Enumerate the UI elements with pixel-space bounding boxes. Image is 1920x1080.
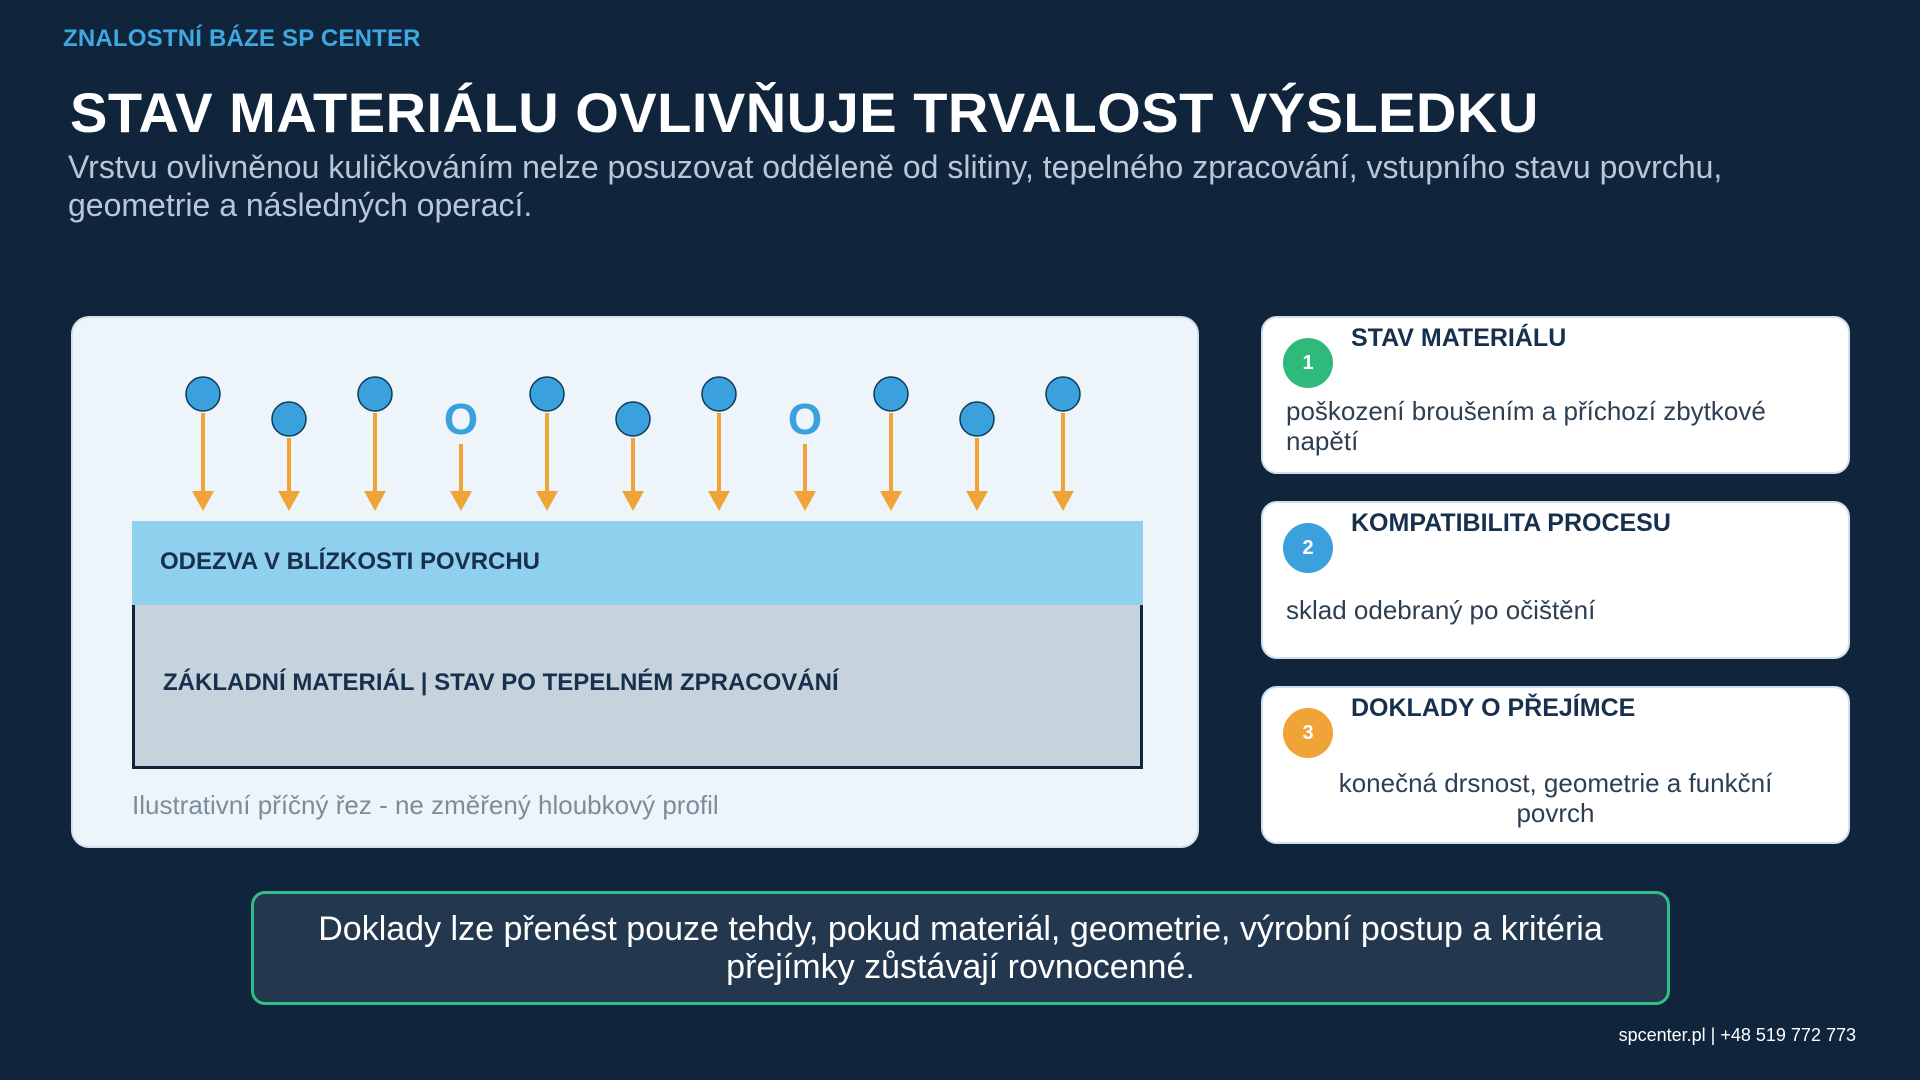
shot-marker-label: O [443,395,479,444]
shot-particle [358,377,392,411]
shot-particle [960,402,994,436]
shot-particle [272,402,306,436]
impact-arrow-head [966,491,988,511]
kicker-label: ZNALOSTNÍ BÁZE SP CENTER [63,25,421,52]
factor-card-process [1261,501,1850,659]
shot-particle [616,402,650,436]
shot-particle [702,377,736,411]
page-title: STAV MATERIÁLU OVLIVŇUJE TRVALOST VÝSLEDKU [70,81,1539,144]
surface-response-layer [132,521,1143,605]
callout-text: Doklady lze přenést pouze tehdy, pokud materiál, geometrie, výrobní postup a kritéria přejímky zůstávají rovnocenné. [318,910,1603,986]
factor-card-acceptance [1261,686,1850,844]
diagram-caption: Ilustrativní příčný řez - ne změřený hloubkový profil [132,790,719,820]
number-badge: 2 [1283,523,1333,573]
surface-layer-label: ODEZVA V BLÍZKOSTI POVRCHU [160,548,541,575]
impact-arrow-head [192,491,214,511]
impact-arrow-head [1052,491,1074,511]
impact-arrow-head [278,491,300,511]
number-badge: 1 [1283,338,1333,388]
impact-arrow-head [364,491,386,511]
card-title: DOKLADY O PŘEJÍMCE [1351,694,1636,722]
card-text: poškození broušením a příchozí zbytkové napětí [1286,396,1766,456]
shot-impact-graphic [73,318,1197,528]
impact-arrow-head [708,491,730,511]
page-subtitle: Vrstvu ovlivněnou kuličkováním nelze posuzovat odděleně od slitiny, tepelného zpracování, vstupního stavu povrchu, geometrie a následných operací. [68,149,1723,223]
shot-particle [186,377,220,411]
cross-section-diagram [71,316,1199,848]
factor-card-material [1261,316,1850,474]
impact-arrow-head [536,491,558,511]
footer-contact: spcenter.pl | +48 519 772 773 [1618,1025,1856,1045]
card-title: STAV MATERIÁLU [1351,324,1567,352]
impact-arrow-head [794,491,816,511]
impact-arrow-head [450,491,472,511]
shot-marker-label: O [787,395,823,444]
number-badge: 3 [1283,708,1333,758]
base-material-layer [132,605,1143,769]
shot-particle [874,377,908,411]
base-layer-label: ZÁKLADNÍ MATERIÁL | STAV PO TEPELNÉM ZPRACOVÁNÍ [163,669,839,696]
impact-arrow-head [622,491,644,511]
shot-particle [530,377,564,411]
card-text: sklad odebraný po očištění [1286,595,1596,625]
shot-particle [1046,377,1080,411]
card-text: konečná drsnost, geometrie a funkční povrch [1338,768,1773,828]
card-title: KOMPATIBILITA PROCESU [1351,509,1671,537]
key-message-callout [251,891,1670,1005]
impact-arrow-head [880,491,902,511]
